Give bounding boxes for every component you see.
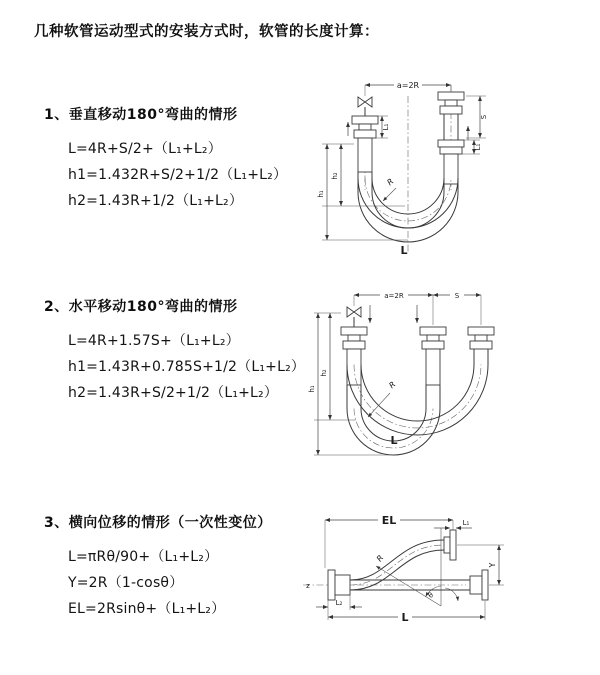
valve-icon bbox=[347, 307, 361, 327]
formula-length: L=4R+1.57S+（L₁+L₂） bbox=[68, 333, 240, 349]
dim-l2 bbox=[316, 595, 362, 620]
dim-label-s: S bbox=[454, 292, 460, 300]
hose-displaced-position bbox=[350, 530, 456, 590]
dim-label-el: EL bbox=[381, 514, 397, 527]
right-fitting bbox=[468, 327, 494, 365]
dim-l bbox=[328, 601, 485, 624]
section-3 bbox=[44, 512, 272, 622]
formula-length: L=πRθ/90+（L₁+L₂） bbox=[68, 549, 219, 565]
dim-label-l1: L₁ bbox=[462, 519, 470, 527]
diagram-horizontal-180-bend bbox=[306, 281, 598, 465]
diagram-1-svg bbox=[310, 66, 595, 266]
section-2 bbox=[44, 296, 305, 406]
radius-label: R bbox=[374, 553, 386, 564]
section-1-heading: 1、垂直移动180°弯曲的情形 bbox=[44, 107, 238, 123]
hose-bend-position-2 bbox=[347, 365, 488, 435]
middle-fitting bbox=[420, 327, 446, 409]
diagram-2-svg bbox=[306, 281, 598, 465]
dim-label-a2r: a=2R bbox=[396, 81, 420, 90]
radius-label: R bbox=[387, 379, 398, 391]
diagram-3-svg bbox=[298, 498, 598, 653]
formula-y: Y=2R（1-cosθ） bbox=[68, 575, 184, 591]
theta-label: θ bbox=[426, 590, 435, 600]
dim-label-h1: h₁ bbox=[308, 385, 316, 393]
valve-icon bbox=[358, 97, 372, 116]
dim-label-h2: h₂ bbox=[331, 172, 339, 180]
formula-el: EL=2Rsinθ+（L₁+L₂） bbox=[68, 601, 226, 617]
dim-label-s: S bbox=[480, 114, 488, 120]
formula-h1: h1=1.43R+0.785S+1/2（L₁+L₂） bbox=[68, 359, 306, 375]
section-2-heading: 2、水平移动180°弯曲的情形 bbox=[44, 299, 238, 315]
dim-label-l1-left: L₁ bbox=[382, 123, 390, 131]
radius-callout bbox=[383, 177, 396, 201]
diagram-vertical-180-bend bbox=[310, 66, 595, 266]
formula-h1: h1=1.432R+S/2+1/2（L₁+L₂） bbox=[68, 167, 288, 183]
formula-length: L=4R+S/2+（L₁+L₂） bbox=[68, 141, 222, 157]
left-flange bbox=[328, 570, 350, 600]
braid-section bbox=[358, 138, 372, 172]
page-title: 几种软管运动型式的安装方式时，软管的长度计算： bbox=[34, 24, 379, 40]
dim-label-l1-right: L₁ bbox=[474, 143, 482, 151]
dim-label-h1: h₁ bbox=[317, 190, 325, 198]
dim-label-y: Y bbox=[488, 562, 497, 568]
dim-label-a2r: a=2R bbox=[384, 292, 404, 300]
braid-section bbox=[444, 154, 458, 184]
dim-label-h2: h₂ bbox=[320, 369, 328, 377]
reference-arrows bbox=[370, 305, 417, 323]
section-3-heading: 3、横向位移的情形（一次性变位） bbox=[44, 515, 272, 531]
formula-h2: h2=1.43R+1/2（L₁+L₂） bbox=[68, 193, 244, 209]
dim-label-l2: L₂ bbox=[335, 599, 343, 607]
length-label: L bbox=[390, 434, 398, 447]
dim-label-l: L bbox=[401, 611, 409, 624]
formula-h2: h2=1.43R+S/2+1/2（L₁+L₂） bbox=[68, 385, 279, 401]
dim-a2r-s bbox=[354, 292, 481, 325]
section-1 bbox=[44, 104, 287, 214]
length-label: L bbox=[400, 244, 408, 257]
right-fitting bbox=[438, 92, 464, 192]
diagram-lateral-displacement bbox=[298, 498, 598, 653]
axis-mark: z bbox=[306, 582, 310, 590]
braid-section bbox=[426, 349, 440, 385]
radius-label: R bbox=[385, 176, 396, 188]
